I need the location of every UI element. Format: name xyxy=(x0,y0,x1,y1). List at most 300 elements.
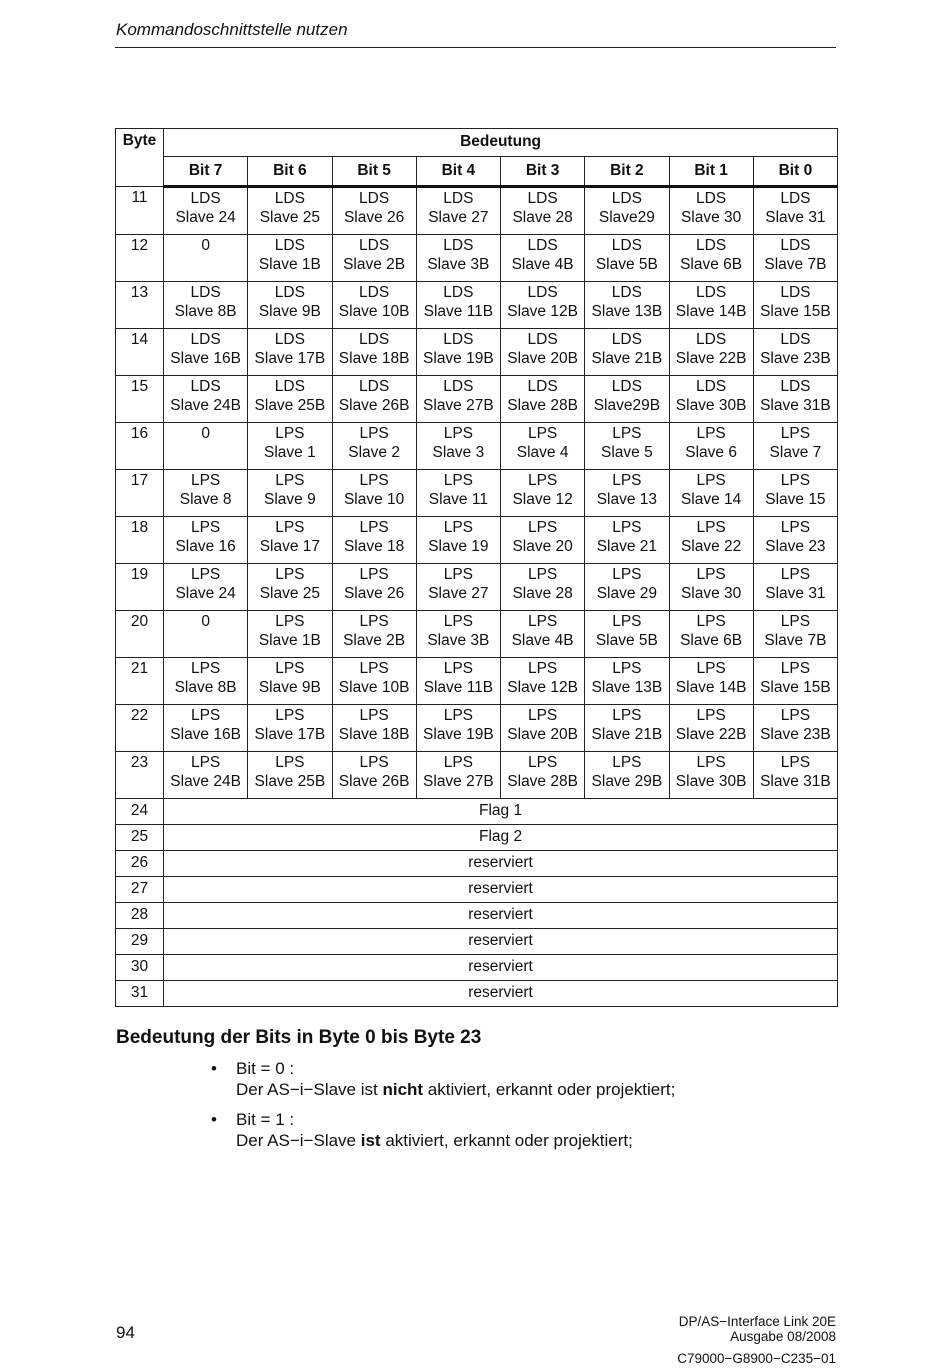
bit-cell xyxy=(585,235,669,282)
bit-cell xyxy=(753,235,837,282)
meaning-cell: Flag 2 xyxy=(164,825,838,851)
bit-cell-line: Slave 16B xyxy=(170,349,241,367)
bit-cell-line: Slave 10 xyxy=(343,490,405,508)
bit-cell-line: Slave 16B xyxy=(170,725,241,743)
bit-cell-line: LPS xyxy=(443,566,474,583)
bit-cell-line: Slave 8B xyxy=(174,678,237,696)
meaning-cell: Flag 1 xyxy=(164,799,838,825)
bit-header: Bit 0 xyxy=(753,157,837,187)
bit-cell xyxy=(248,752,332,799)
bit-cell-line: 0 xyxy=(201,425,210,442)
bit-cell-line: LPS xyxy=(443,660,474,677)
bit-cell-line: Slave 4B xyxy=(511,255,574,273)
bit-cell-line: Slave 3B xyxy=(427,631,490,649)
bit-cell xyxy=(585,282,669,329)
bit-cell xyxy=(332,470,416,517)
bit-cell-line: Slave 7B xyxy=(764,255,827,273)
bit-cell-line: LPS xyxy=(527,707,558,724)
bit-cell xyxy=(501,470,585,517)
bit-cell-line: LPS xyxy=(612,472,642,489)
byte-cell: 17 xyxy=(116,470,164,517)
bit-cell xyxy=(164,752,248,799)
bit-cell xyxy=(501,705,585,752)
bit-cell-line: LPS xyxy=(275,566,305,583)
bit-cell-line: Slave 21 xyxy=(596,537,658,555)
table-row xyxy=(116,376,838,423)
bit-cell-line: LPS xyxy=(780,707,811,724)
bit-cell xyxy=(248,235,332,282)
bit-cell xyxy=(753,470,837,517)
bit-cell xyxy=(501,235,585,282)
bit-cell xyxy=(416,282,500,329)
bit-cell-line: LDS xyxy=(611,284,642,301)
list-item xyxy=(211,1109,675,1151)
bit-cell-line: LDS xyxy=(780,331,811,348)
bit-cell-line: Slave 7B xyxy=(764,631,827,649)
bit-cell xyxy=(585,470,669,517)
bit-cell-line: Slave 30 xyxy=(680,584,742,602)
bit-cell xyxy=(669,329,753,376)
bit-cell-line: Slave 27B xyxy=(423,772,494,790)
bit-cell xyxy=(416,423,500,470)
bit-cell-line: Slave 2 xyxy=(348,443,400,461)
bit-cell xyxy=(248,517,332,564)
bit-cell-line: Slave 6 xyxy=(685,443,737,461)
bit-cell xyxy=(416,564,500,611)
bit-cell xyxy=(753,564,837,611)
bit-cell-line: Slave 14B xyxy=(675,678,747,696)
bit-cell-line: Slave 8 xyxy=(179,490,232,508)
bit-header: Bit 6 xyxy=(248,157,332,187)
table-row xyxy=(116,517,838,564)
bit-cell-line: Slave 25B xyxy=(254,396,326,414)
bit-cell-line: Slave 25 xyxy=(259,584,321,602)
bit-cell-line: LDS xyxy=(696,237,727,254)
bit-cell-line: Slave 24B xyxy=(170,396,241,414)
table-row xyxy=(116,851,838,877)
bit-cell xyxy=(501,564,585,611)
bit-meaning-list xyxy=(211,1058,675,1160)
bit-cell xyxy=(164,376,248,423)
bit-cell xyxy=(332,705,416,752)
byte-cell: 11 xyxy=(116,187,164,235)
meaning-cell: reserviert xyxy=(164,955,838,981)
bullet-text xyxy=(236,1079,675,1100)
bit-cell-line: LPS xyxy=(359,613,389,630)
bit-cell-line: LDS xyxy=(274,237,305,254)
byte-cell: 18 xyxy=(116,517,164,564)
bit-cell xyxy=(332,752,416,799)
bit-header: Bit 1 xyxy=(669,157,753,187)
bit-cell-line: LDS xyxy=(696,190,727,207)
byte-cell: 12 xyxy=(116,235,164,282)
bit-cell-line: Slave 26 xyxy=(343,584,405,602)
bit-cell-line: Slave 13B xyxy=(591,678,663,696)
bit-cell xyxy=(416,611,500,658)
bit-header: Bit 2 xyxy=(585,157,669,187)
bit-cell-line: Slave 9 xyxy=(264,490,316,508)
bit-cell-line: LDS xyxy=(443,331,474,348)
bit-cell-line: Slave 30B xyxy=(675,772,747,790)
bullet-head: Bit = 1 : xyxy=(236,1110,295,1129)
bit-cell xyxy=(669,611,753,658)
bit-cell xyxy=(164,187,248,235)
bit-cell-line: Slave 15B xyxy=(760,302,831,320)
bit-cell-line: LDS xyxy=(527,237,558,254)
bit-cell-line: Slave 11B xyxy=(423,678,494,696)
bit-cell-line: Slave 13 xyxy=(596,490,658,508)
bit-cell xyxy=(669,282,753,329)
bit-cell-line: Slave 24B xyxy=(170,772,241,790)
bit-cell-line: Slave 6B xyxy=(680,631,743,649)
bit-cell xyxy=(248,470,332,517)
bullet-text xyxy=(236,1130,675,1151)
bit-cell xyxy=(164,282,248,329)
bit-cell xyxy=(753,282,837,329)
bit-cell xyxy=(753,376,837,423)
bit-cell xyxy=(669,376,753,423)
bit-cell-line: LDS xyxy=(190,331,221,348)
bit-cell-line: LDS xyxy=(696,378,727,395)
bit-cell-line: Slave29 xyxy=(598,208,655,226)
bit-cell xyxy=(248,282,332,329)
byte-cell: 31 xyxy=(116,981,164,1007)
bit-cell-line: Slave 31 xyxy=(765,584,826,602)
bit-cell xyxy=(585,187,669,235)
byte-cell: 22 xyxy=(116,705,164,752)
bullet-head: Bit = 0 : xyxy=(236,1059,295,1078)
bit-cell-line: LPS xyxy=(275,754,305,771)
bit-cell-line: Slave 19B xyxy=(423,349,494,367)
meaning-cell: reserviert xyxy=(164,851,838,877)
bit-cell-line: LDS xyxy=(359,331,390,348)
bit-cell xyxy=(753,517,837,564)
byte-column-header: Byte xyxy=(116,129,164,187)
bit-cell xyxy=(248,187,332,235)
bit-cell xyxy=(753,423,837,470)
bit-cell-line: LDS xyxy=(611,237,642,254)
table-row xyxy=(116,929,838,955)
bit-cell xyxy=(164,564,248,611)
table-row xyxy=(116,423,838,470)
section-heading: Bedeutung der Bits in Byte 0 bis Byte 23 xyxy=(116,1027,482,1048)
bit-cell xyxy=(248,705,332,752)
bit-cell xyxy=(585,564,669,611)
table-row xyxy=(116,752,838,799)
bit-cell-line: LDS xyxy=(527,190,558,207)
bit-cell-line: LPS xyxy=(190,472,221,489)
bit-cell xyxy=(248,658,332,705)
bit-cell xyxy=(753,752,837,799)
bit-cell-line: Slave 8B xyxy=(174,302,237,320)
bit-cell-line: LDS xyxy=(274,190,305,207)
bit-cell xyxy=(164,705,248,752)
bit-cell xyxy=(753,658,837,705)
bit-cell-line: LDS xyxy=(443,378,474,395)
bit-cell-line: LDS xyxy=(527,378,558,395)
bit-cell-line: LPS xyxy=(612,660,642,677)
table-row xyxy=(116,187,838,235)
bit-cell-line: LDS xyxy=(696,284,727,301)
table-row xyxy=(116,877,838,903)
bit-cell-line: Slave 31B xyxy=(760,772,831,790)
running-header: Kommandoschnittstelle nutzen xyxy=(116,20,348,39)
bit-cell xyxy=(248,423,332,470)
bit-cell-line: LPS xyxy=(780,519,811,536)
bit-cell-line: Slave 24 xyxy=(175,584,236,602)
bit-cell-line: Slave 17B xyxy=(254,725,326,743)
bit-cell-line: LPS xyxy=(443,613,474,630)
bit-cell-line: Slave 4 xyxy=(516,443,569,461)
bit-cell xyxy=(332,187,416,235)
bit-cell-line: Slave 19 xyxy=(428,537,489,555)
bit-cell xyxy=(669,658,753,705)
bit-cell xyxy=(164,517,248,564)
bit-cell-line: LDS xyxy=(696,331,727,348)
bit-cell-line: LDS xyxy=(443,190,474,207)
bit-cell xyxy=(164,235,248,282)
bit-cell xyxy=(248,564,332,611)
bit-cell-line: LPS xyxy=(359,425,389,442)
bit-cell-line: LPS xyxy=(190,519,221,536)
byte-cell: 30 xyxy=(116,955,164,981)
bit-cell-line: Slave 12 xyxy=(512,490,573,508)
table-row xyxy=(116,564,838,611)
text-part: Der AS−i−Slave xyxy=(236,1131,361,1150)
bit-cell xyxy=(332,329,416,376)
bit-cell-line: Slave 4B xyxy=(511,631,574,649)
bit-cell-line: LPS xyxy=(780,613,811,630)
bit-cell-line: Slave 25 xyxy=(259,208,321,226)
table-row xyxy=(116,825,838,851)
footer-code: C79000−G8900−C235−01 xyxy=(677,1351,836,1366)
bit-cell xyxy=(753,187,837,235)
bit-cell-line: Slave 20 xyxy=(512,537,573,555)
bit-cell xyxy=(501,752,585,799)
bit-cell-line: LDS xyxy=(274,378,305,395)
byte-cell: 24 xyxy=(116,799,164,825)
bit-cell-line: LPS xyxy=(190,754,221,771)
bit-cell-line: LDS xyxy=(190,378,221,395)
bit-cell-line: LPS xyxy=(275,472,305,489)
bit-cell-line: Slave 11 xyxy=(428,490,488,508)
emphasis: nicht xyxy=(382,1080,424,1099)
bit-cell-line: LPS xyxy=(527,754,558,771)
byte-cell: 13 xyxy=(116,282,164,329)
table-row xyxy=(116,329,838,376)
bit-cell-line: Slave 29B xyxy=(591,772,663,790)
bit-cell-line: Slave 14B xyxy=(675,302,747,320)
bit-cell-line: LPS xyxy=(527,472,558,489)
bit-cell-line: Slave 10B xyxy=(338,302,410,320)
bit-cell-line: Slave 23B xyxy=(760,349,831,367)
bit-cell-line: 0 xyxy=(201,237,210,254)
bit-cell-line: LPS xyxy=(443,425,474,442)
bit-cell-line: Slave 18 xyxy=(343,537,405,555)
byte-cell: 21 xyxy=(116,658,164,705)
bit-cell xyxy=(501,376,585,423)
bit-cell-line: LDS xyxy=(780,378,811,395)
table-row xyxy=(116,705,838,752)
bit-cell-line: Slave 20B xyxy=(507,349,578,367)
bit-cell-line: Slave 27 xyxy=(428,584,489,602)
bit-header: Bit 4 xyxy=(416,157,500,187)
bit-cell xyxy=(753,329,837,376)
bit-cell-line: Slave 3 xyxy=(432,443,485,461)
bit-cell-line: LPS xyxy=(359,660,389,677)
byte-cell: 28 xyxy=(116,903,164,929)
bit-cell-line: Slave 13B xyxy=(591,302,663,320)
bit-cell-line: Slave 7 xyxy=(769,443,822,461)
bit-cell-line: Slave 31 xyxy=(765,208,826,226)
bit-cell xyxy=(416,470,500,517)
bit-cell-line: Slave 23 xyxy=(765,537,826,555)
bit-cell-line: Slave 30 xyxy=(680,208,742,226)
table-row xyxy=(116,470,838,517)
byte-cell: 14 xyxy=(116,329,164,376)
bit-cell-line: Slave 21B xyxy=(591,725,663,743)
bit-cell-line: LPS xyxy=(780,660,811,677)
bit-cell-line: LPS xyxy=(527,519,558,536)
bit-cell-line: Slave 22B xyxy=(675,725,747,743)
meaning-column-header: Bedeutung xyxy=(164,129,838,157)
bit-cell-line: Slave 5B xyxy=(595,631,658,649)
bit-cell xyxy=(416,235,500,282)
bit-cell-line: Slave 10B xyxy=(338,678,410,696)
bit-cell-line: Slave 15B xyxy=(760,678,831,696)
bit-cell-line: LPS xyxy=(696,566,726,583)
bit-cell-line: LDS xyxy=(190,284,221,301)
bit-cell-line: LPS xyxy=(780,754,811,771)
bullet-icon: • xyxy=(211,1110,217,1129)
table-row xyxy=(116,658,838,705)
bit-cell xyxy=(332,376,416,423)
bit-cell xyxy=(501,282,585,329)
bit-cell-line: Slave 31B xyxy=(760,396,831,414)
bit-cell xyxy=(501,329,585,376)
bit-cell xyxy=(669,187,753,235)
bit-cell-line: LPS xyxy=(780,566,811,583)
bit-cell-line: LDS xyxy=(780,284,811,301)
bit-cell xyxy=(164,423,248,470)
bit-cell-line: LPS xyxy=(359,566,389,583)
bit-cell-line: Slave 28B xyxy=(507,772,578,790)
bit-cell-line: LPS xyxy=(527,613,558,630)
bit-header: Bit 5 xyxy=(332,157,416,187)
bit-cell-line: Slave 25B xyxy=(254,772,326,790)
bit-cell xyxy=(164,329,248,376)
bit-cell-line: LDS xyxy=(527,331,558,348)
bit-cell xyxy=(416,517,500,564)
bit-cell-line: Slave 18B xyxy=(338,349,410,367)
bit-cell xyxy=(669,470,753,517)
bit-cell-line: Slave 28B xyxy=(507,396,578,414)
bit-cell-line: LDS xyxy=(611,378,642,395)
byte-cell: 29 xyxy=(116,929,164,955)
bit-cell-line: LDS xyxy=(443,284,474,301)
bit-cell-line: LPS xyxy=(443,707,474,724)
bit-cell-line: LPS xyxy=(612,613,642,630)
bit-cell-line: LDS xyxy=(359,190,390,207)
bit-cell xyxy=(164,470,248,517)
bit-cell-line: LPS xyxy=(190,707,221,724)
bit-cell xyxy=(332,658,416,705)
bit-cell-line: LPS xyxy=(612,707,642,724)
bit-cell-line: LPS xyxy=(696,472,726,489)
bit-cell xyxy=(501,187,585,235)
bit-cell-line: Slave 22 xyxy=(680,537,742,555)
header-divider xyxy=(115,47,836,48)
bit-cell-line: Slave 21B xyxy=(591,349,663,367)
bit-cell xyxy=(332,282,416,329)
text-part: aktiviert, erkannt oder projektiert; xyxy=(380,1131,633,1150)
bit-cell-line: Slave 27B xyxy=(423,396,494,414)
bit-cell xyxy=(332,423,416,470)
table-row xyxy=(116,235,838,282)
bit-cell xyxy=(501,658,585,705)
bit-cell-line: LDS xyxy=(611,190,642,207)
bit-cell-line: LPS xyxy=(696,660,726,677)
bit-cell xyxy=(501,611,585,658)
bit-cell-line: LPS xyxy=(780,425,811,442)
bit-cell xyxy=(669,235,753,282)
byte-cell: 26 xyxy=(116,851,164,877)
bit-cell-line: Slave 9B xyxy=(258,302,321,320)
bit-cell-line: LDS xyxy=(190,190,221,207)
text-part: Der AS−i−Slave ist xyxy=(236,1080,383,1099)
bit-cell-line: LPS xyxy=(612,566,642,583)
meaning-cell: reserviert xyxy=(164,929,838,955)
bit-cell-line: Slave 5 xyxy=(601,443,653,461)
footer-edition: Ausgabe 08/2008 xyxy=(730,1329,836,1344)
bit-cell xyxy=(332,517,416,564)
bit-cell-line: LPS xyxy=(696,613,726,630)
bit-cell xyxy=(501,423,585,470)
bit-cell-line: LPS xyxy=(443,754,474,771)
bit-cell-line: Slave 23B xyxy=(760,725,831,743)
meaning-cell: reserviert xyxy=(164,903,838,929)
bullet-icon: • xyxy=(211,1059,217,1078)
bit-cell-line: LDS xyxy=(359,284,390,301)
list-item xyxy=(211,1058,675,1100)
bit-cell-line: LPS xyxy=(443,472,474,489)
byte-cell: 20 xyxy=(116,611,164,658)
bit-cell xyxy=(585,423,669,470)
bit-cell-line: LDS xyxy=(443,237,474,254)
table-row xyxy=(116,955,838,981)
bit-cell xyxy=(164,611,248,658)
bit-cell-line: LPS xyxy=(696,707,726,724)
table-row xyxy=(116,611,838,658)
bit-cell xyxy=(669,517,753,564)
bit-cell-line: LDS xyxy=(611,331,642,348)
bit-cell xyxy=(332,564,416,611)
bit-cell xyxy=(753,611,837,658)
bit-cell-line: LPS xyxy=(527,566,558,583)
bit-cell-line: Slave 20B xyxy=(507,725,578,743)
bit-cell xyxy=(332,611,416,658)
bit-cell-line: LPS xyxy=(696,519,726,536)
bit-cell-line: LPS xyxy=(275,425,305,442)
bit-cell-line: Slave 19B xyxy=(423,725,494,743)
bit-cell-line: Slave 9B xyxy=(258,678,321,696)
footer-product: DP/AS−Interface Link 20E xyxy=(678,1314,836,1329)
bit-cell-line: LDS xyxy=(274,284,305,301)
bit-cell xyxy=(585,611,669,658)
bit-cell-line: LPS xyxy=(275,519,305,536)
bit-cell xyxy=(585,705,669,752)
byte-cell: 19 xyxy=(116,564,164,611)
